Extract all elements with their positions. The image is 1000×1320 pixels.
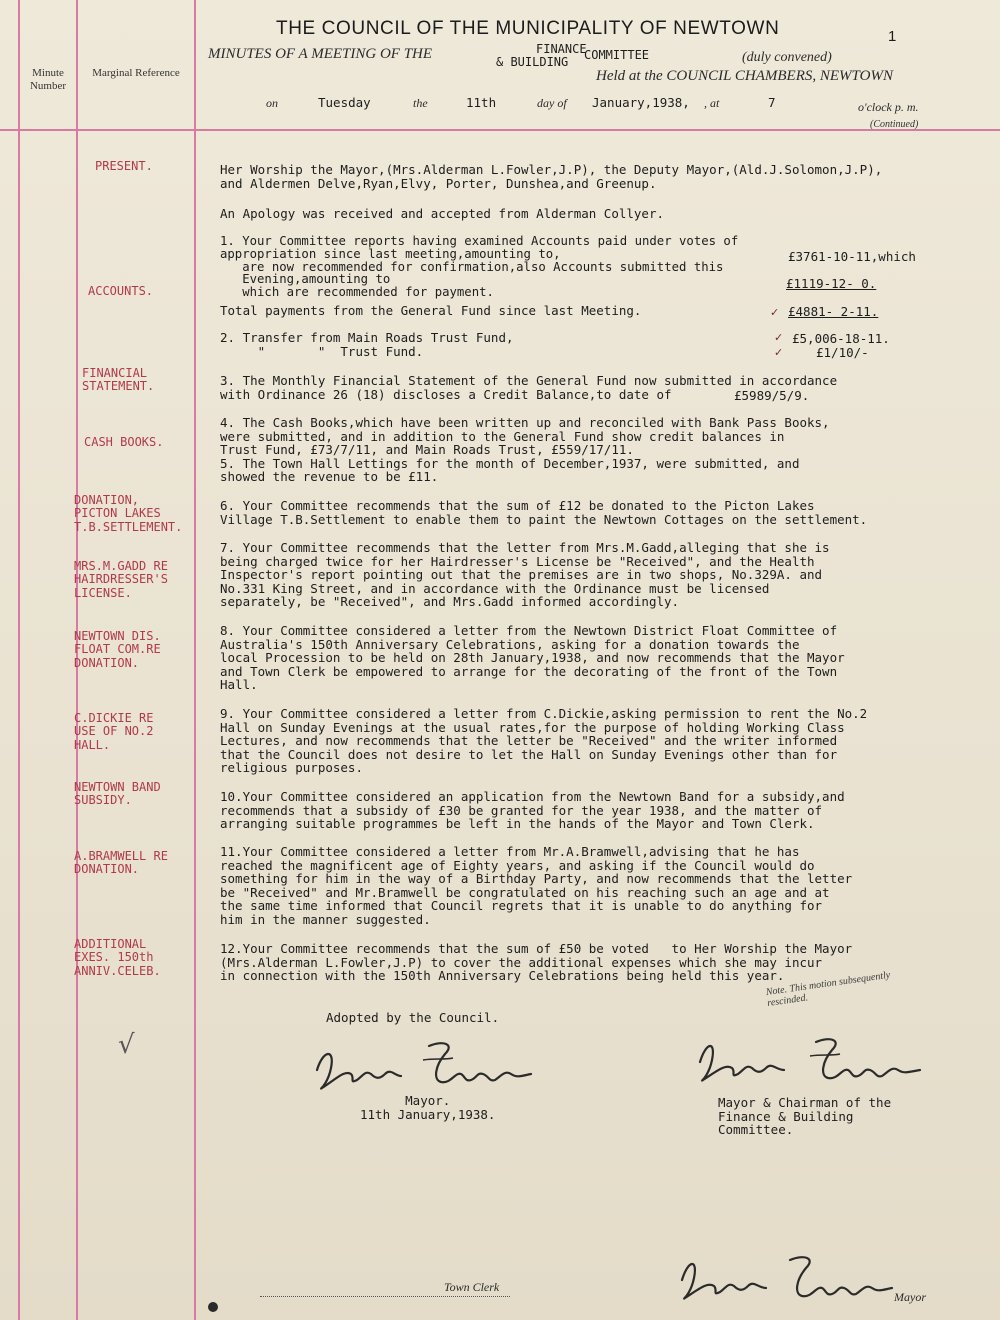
- town-clerk-label: Town Clerk: [444, 1280, 500, 1294]
- item-8-float: 8. Your Committee considered a letter from the Newtown District Float Committee of Australia's 150th Anniversary Celebrations, asking for a donation towards the local Procession to be held on 28th January,1938, and now recommends that the Mayor and Town Clerk be empowered to arrange for the decorating of the front of the Town Hall.: [220, 623, 845, 693]
- on-label: on: [266, 96, 278, 110]
- meeting-date: January,1938,: [592, 95, 690, 110]
- margin-ref-band: NEWTOWN BAND SUBSIDY.: [74, 780, 161, 808]
- apology-paragraph: An Apology was received and accepted from Alderman Collyer.: [220, 206, 665, 221]
- margin-ref-financial-statement: FINANCIAL STATEMENT.: [82, 366, 155, 394]
- margin-ref-accounts: ACCOUNTS.: [88, 284, 154, 298]
- oclock-label: o'clock p. m.: [858, 100, 919, 114]
- item-12-anniversary: 12.Your Committee recommends that the sum of £50 be voted to Her Worship the Mayor (Mrs.Alderman L.Fowler,J.P) to cover the additional expenses which she may incur in connection with the 150th Anniversary Celebrations being held this year.: [220, 941, 853, 984]
- margin-ref-cash-books: CASH BOOKS.: [84, 435, 164, 449]
- margin-ref-gadd: MRS.M.GADD RE HAIRDRESSER'S LICENSE.: [74, 559, 168, 600]
- handwritten-note: Note. This motion subsequently rescinded.: [765, 969, 891, 1009]
- total-payments-amount: £4881- 2-11.: [788, 304, 879, 319]
- item-2-amount-trust: £1/10/-: [816, 345, 869, 360]
- ink-blot: [208, 1302, 218, 1312]
- item-1-amount-submitted: £1119-12- 0.: [786, 276, 877, 291]
- committee-name-amp: & BUILDING: [496, 55, 569, 69]
- page-number: 1: [888, 28, 897, 45]
- town-clerk-line: [260, 1296, 510, 1297]
- item-6-donation: 6. Your Committee recommends that the sum of £12 be donated to the Picton Lakes Village T.B.Settlement to enable them to paint the Newtown Cottages on the settlement.: [220, 498, 868, 527]
- check-mark-icon: ✓: [774, 346, 784, 359]
- mayor-label: Mayor: [894, 1290, 926, 1304]
- mayor-signature-right: [680, 1036, 940, 1092]
- committee-name-top: FINANCE: [536, 42, 587, 56]
- column-header-marginal-reference: Marginal Reference: [92, 67, 180, 79]
- committee-word: COMMITTEE: [584, 48, 650, 62]
- day-of-label: day of: [537, 96, 567, 110]
- margin-ref-present: PRESENT.: [95, 159, 153, 173]
- check-mark-icon: ✓: [770, 306, 780, 319]
- minutes-of-label: MINUTES OF A MEETING OF THE: [208, 46, 433, 62]
- margin-rule-outer: [18, 0, 20, 1320]
- item-11-bramwell: 11.Your Committee considered a letter from Mr.A.Bramwell,advising that he has reached the magnificent age of Eighty years, and asking if the Council would do something for him in the way of a Birthday Party, and now recommends that the letter be "Received" and Mr.Bramwell be congratulated on his reaching such an age and at the same time informed that Council regrets that it is unable to do anything for him in the manner suggested.: [220, 844, 853, 927]
- at-label: , at: [704, 96, 720, 110]
- meeting-time: 7: [768, 95, 776, 110]
- check-mark-icon: ✓: [774, 331, 784, 344]
- adopted-by-council: Adopted by the Council.: [326, 1010, 500, 1025]
- check-mark-icon: √: [118, 1030, 135, 1060]
- margin-ref-donation: DONATION, PICTON LAKES T.B.SETTLEMENT.: [74, 493, 183, 534]
- item-7-gadd: 7. Your Committee recommends that the letter from Mrs.M.Gadd,alleging that she is being charged twice for her Hairdresser's License be "Received", and the Health Inspector's report pointing out that the premises are in two shops, No.329A. and No.331 King Street, and in accordance with the Ordinance must be licensed separately, be "Received", and Mrs.Gadd informed accordingly.: [220, 540, 830, 610]
- margin-ref-additional: ADDITIONAL EXES. 150th ANNIV.CELEB.: [74, 937, 161, 978]
- mayor-signature-left: [305, 1040, 545, 1100]
- margin-ref-bramwell: A.BRAMWELL RE DONATION.: [74, 849, 168, 877]
- item-3-credit-balance: £5989/5/9.: [734, 388, 810, 403]
- held-at-label: Held at the COUNCIL CHAMBERS, NEWTOWN: [596, 68, 893, 84]
- item-1-amount-confirmed: £3761-10-11,which: [788, 249, 916, 264]
- duly-convened: (duly convened): [742, 50, 832, 65]
- item-2-amount-main-roads: £5,006-18-11.: [792, 331, 890, 346]
- present-paragraph: Her Worship the Mayor,(Mrs.Alderman L.Fowler,J.P), the Deputy Mayor,(Ald.J.Solomon,J.P), and Aldermen Delve,Ryan,Elvy, Porter, Dunshea,and Greenup.: [220, 162, 883, 191]
- the-label: the: [413, 96, 428, 110]
- item-3-financial-statement: 3. The Monthly Financial Statement of the General Fund now submitted in accordance with Ordinance 26 (18) discloses a Credit Balance,to date of: [220, 373, 838, 402]
- mayor-signature-footer: [670, 1252, 900, 1308]
- item-4-5-cash-books: 4. The Cash Books,which have been written up and reconciled with Bank Pass Books, were submitted, and in addition to the General Fund show credit balances in Trust Fund, £73/7/11, and Main Roads Trust, £559/17/11. 5. The Town Hall Lettings for the month of December,1937, were submitted, and showed the revenue to be £11.: [220, 415, 830, 485]
- margin-rule-reference: [194, 0, 196, 1320]
- margin-ref-dickie: C.DICKIE RE USE OF NO.2 HALL.: [74, 711, 154, 752]
- continued-label: (Continued): [870, 119, 919, 130]
- meeting-weekday: Tuesday: [318, 95, 371, 110]
- signature-caption-mayor: Mayor. 11th January,1938.: [360, 1093, 496, 1122]
- council-title: THE COUNCIL OF THE MUNICIPALITY OF NEWTOWN: [276, 18, 780, 39]
- total-payments-label: Total payments from the General Fund since last Meeting.: [220, 303, 642, 318]
- meeting-day: 11th: [466, 95, 497, 110]
- item-9-dickie: 9. Your Committee considered a letter from C.Dickie,asking permission to rent the No.2 Hall on Sunday Evenings at the usual rates,for the purpose of holding Working Class Lectures, and now recommends that the letter be "Received" and the writer informed that the Council does not desire to let the Hall on Sunday Evenings other than for religious purposes.: [220, 706, 868, 776]
- header-rule: [0, 129, 1000, 131]
- item-2-transfers: 2. Transfer from Main Roads Trust Fund, " " Trust Fund.: [220, 330, 514, 359]
- item-10-band: 10.Your Committee considered an application from the Newtown Band for a subsidy,and recommends that a subsidy of £30 be granted for the year 1938, and the matter of arranging suitable programmes be left in the hands of the Mayor and Town Clerk.: [220, 789, 845, 832]
- margin-ref-float: NEWTOWN DIS. FLOAT COM.RE DONATION.: [74, 629, 161, 670]
- item-1-accounts: 1. Your Committee reports having examined Accounts paid under votes of appropriation since last meeting,amounting to, are now recommended for confirmation,also Accounts submitted this Evening,amounting to which are recommended for payment.: [220, 234, 739, 300]
- column-header-minute-number: Minute Number: [29, 67, 67, 92]
- signature-caption-chairman: Mayor & Chairman of the Finance & Building Committee.: [718, 1095, 892, 1138]
